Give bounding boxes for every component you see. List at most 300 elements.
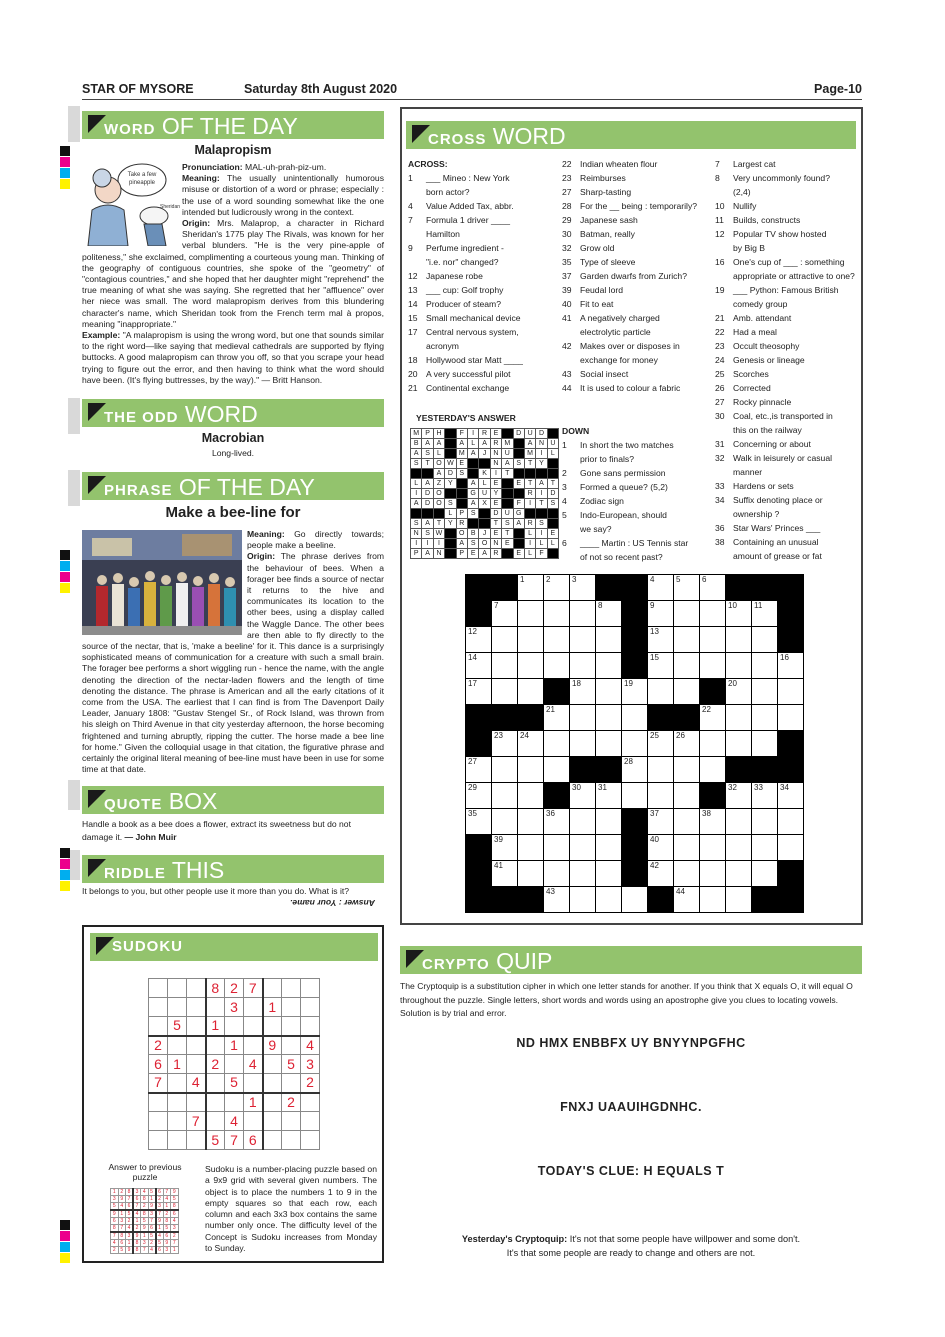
crossword-cell[interactable]: 34 — [778, 783, 804, 809]
clue-line — [408, 227, 523, 241]
margin-strip — [68, 398, 80, 434]
black-square — [445, 549, 456, 559]
crossword-cell[interactable]: 6 — [700, 575, 726, 601]
sudoku-answer-cell: 3 — [163, 1247, 171, 1254]
sudoku-answer-cell: 1 — [148, 1196, 156, 1203]
crossword-cell[interactable] — [570, 627, 596, 653]
crossword-cell[interactable] — [544, 731, 570, 757]
sudoku-cell[interactable] — [244, 1074, 263, 1093]
answer-cell: E — [502, 539, 513, 549]
sudoku-cell[interactable] — [168, 979, 187, 998]
black-square — [518, 705, 544, 731]
sudoku-cell[interactable] — [206, 1093, 225, 1112]
crossword-cell[interactable] — [622, 783, 648, 809]
crossword-cell[interactable]: 30 — [570, 783, 596, 809]
sudoku-cell[interactable] — [282, 1074, 301, 1093]
sudoku-answer-cell: 7 — [171, 1240, 179, 1247]
yesterday-answer-label: YESTERDAY'S ANSWER — [416, 413, 516, 423]
crossword-cell[interactable] — [544, 757, 570, 783]
crossword-cell[interactable] — [570, 731, 596, 757]
down-clues — [562, 438, 688, 564]
phrase-body: Meaning: Go directly towards; people make a beeline. Origin: The phrase derives from the behaviour of bees. When a forager bee finds a source of nectar it returns to the hive and communicates its location to the other bees, using a display called the Waggle Dance. The other bees are then able to fly directly to the source of the nectar, that is, 'make a beeline' for it. This dance is a surprisingly sophisticated means of communication for a creature with such a small brain. The forager bee performs a short wiggling run - hence the name, with the angle denoting the direction of the nectar-laden flowers and the length of time denoting the distance. The phrase is American and all the early citations of it come from the USA. The earliest that I can find is from The Davenport Daily Leader, January 1808: "Gustav Stengel Sr., of Rock Island, was thrown from his sleigh on Third Avenue in that city yesterday afternoon, the horse becoming frightened and turning abruptly, ripping the cutter. The horse made a bee line for home." Given the colloquial usage in that citation, the figurative phrase and certainly the original literal meaning of bee-line must have been in use for some time at that date. — [82, 529, 385, 775]
crossword-cell[interactable] — [570, 601, 596, 627]
crossword-cell[interactable]: 40 — [648, 835, 674, 861]
sudoku-cell[interactable] — [225, 1055, 244, 1074]
crossword-cell[interactable]: 22 — [700, 705, 726, 731]
crossword-cell[interactable] — [778, 679, 804, 705]
black-square — [752, 575, 778, 601]
crossword-cell[interactable] — [752, 809, 778, 835]
clue-number: 41 — [562, 313, 572, 323]
clue-line — [408, 367, 523, 381]
sudoku-cell[interactable] — [187, 1093, 206, 1112]
clue-line — [562, 339, 697, 353]
margin-strip — [68, 780, 80, 810]
crossword-cell[interactable] — [726, 705, 752, 731]
crossword-cell[interactable] — [570, 887, 596, 913]
clue-line — [715, 269, 855, 283]
sudoku-cell[interactable] — [282, 1017, 301, 1036]
crossword-cell[interactable]: 31 — [596, 783, 622, 809]
crossword-cell[interactable] — [570, 705, 596, 731]
crossword-cell[interactable]: 37 — [648, 809, 674, 835]
sudoku-cell[interactable] — [149, 1131, 168, 1150]
clue-number: 34 — [715, 495, 725, 505]
black-square — [513, 449, 524, 459]
black-square — [502, 549, 513, 559]
sudoku-cell[interactable] — [187, 998, 206, 1017]
crossword-cell[interactable] — [518, 809, 544, 835]
sudoku-answer-cell: 3 — [111, 1196, 119, 1203]
crossword-cell[interactable] — [518, 679, 544, 705]
clue-line — [715, 437, 855, 451]
crossword-cell[interactable]: 4 — [648, 575, 674, 601]
sudoku-answer-cell: 3 — [133, 1189, 141, 1196]
cryptoquip-banner: CRYPTO QUIP — [400, 946, 862, 974]
clue-number: 19 — [715, 285, 725, 295]
crossword-cell[interactable] — [518, 601, 544, 627]
answer-cell: L — [433, 449, 444, 459]
sudoku-cell[interactable] — [225, 1017, 244, 1036]
crossword-cell[interactable]: 38 — [700, 809, 726, 835]
sudoku-cell[interactable] — [206, 1074, 225, 1093]
sudoku-cell[interactable] — [149, 1093, 168, 1112]
answer-cell: Y — [445, 519, 456, 529]
crossword-cell[interactable] — [674, 601, 700, 627]
crossword-cell[interactable]: 36 — [544, 809, 570, 835]
crossword-cell[interactable] — [674, 757, 700, 783]
answer-cell: I — [433, 539, 444, 549]
crossword-cell[interactable] — [674, 627, 700, 653]
clue-line — [408, 213, 523, 227]
crossword-cell[interactable] — [778, 835, 804, 861]
sudoku-answer-cell: 7 — [118, 1225, 126, 1233]
crossword-cell[interactable] — [570, 861, 596, 887]
clue-line — [562, 171, 697, 185]
crossword-cell[interactable] — [518, 835, 544, 861]
clue-text: ___ Mineo : New York — [426, 173, 510, 183]
sudoku-cell[interactable] — [168, 998, 187, 1017]
sudoku-cell[interactable] — [282, 998, 301, 1017]
answer-cell: A — [433, 439, 444, 449]
sudoku-cell[interactable] — [187, 1017, 206, 1036]
crossword-cell[interactable]: 24 — [518, 731, 544, 757]
crossword-cell[interactable]: 9 — [648, 601, 674, 627]
sudoku-cell[interactable] — [206, 1036, 225, 1055]
sudoku-cell[interactable] — [168, 1074, 187, 1093]
clue-line — [408, 269, 523, 283]
sudoku-cell[interactable] — [168, 1112, 187, 1131]
clue-number: 20 — [408, 369, 418, 379]
crossword-cell[interactable] — [596, 887, 622, 913]
crossword-cell[interactable]: 7 — [492, 601, 518, 627]
crossword-cell[interactable] — [700, 757, 726, 783]
sudoku-cell[interactable] — [282, 1112, 301, 1131]
crossword-cell[interactable]: 18 — [570, 679, 596, 705]
sudoku-cell[interactable] — [301, 998, 320, 1017]
clue-line — [715, 325, 855, 339]
clue-number: 5 — [562, 510, 567, 520]
sudoku-answer-cell: 1 — [118, 1210, 126, 1218]
sudoku-cell[interactable] — [282, 979, 301, 998]
clue-line — [715, 493, 855, 507]
sudoku-cell[interactable] — [149, 1017, 168, 1036]
clue-text: manner — [733, 467, 763, 477]
sudoku-cell[interactable] — [263, 979, 282, 998]
crossword-cell[interactable]: 42 — [648, 861, 674, 887]
crossword-cell[interactable] — [544, 835, 570, 861]
clue-text: One's cup of ___ : something — [733, 257, 845, 267]
crossword-cell[interactable] — [492, 653, 518, 679]
sudoku-cell[interactable] — [301, 1112, 320, 1131]
sudoku-cell[interactable] — [244, 1017, 263, 1036]
crossword-cell[interactable] — [648, 679, 674, 705]
crossword-cell[interactable] — [726, 627, 752, 653]
clue-line — [562, 255, 697, 269]
black-square — [502, 429, 513, 439]
crossword-cell[interactable] — [518, 757, 544, 783]
sudoku-cell[interactable] — [282, 1036, 301, 1055]
crossword-cell[interactable]: 35 — [466, 809, 492, 835]
across-heading: ACROSS: — [408, 159, 448, 169]
sudoku-cell[interactable] — [263, 1074, 282, 1093]
crossword-cell[interactable] — [700, 835, 726, 861]
sudoku-cell[interactable] — [244, 1036, 263, 1055]
sudoku-cell[interactable] — [301, 979, 320, 998]
sudoku-cell[interactable] — [263, 1131, 282, 1150]
crossword-cell[interactable] — [752, 861, 778, 887]
clue-line — [562, 494, 688, 508]
clue-line — [408, 339, 523, 353]
crossword-cell[interactable] — [518, 627, 544, 653]
crossword-cell[interactable]: 10 — [726, 601, 752, 627]
answer-cell: A — [411, 449, 422, 459]
answer-cell: I — [524, 499, 535, 509]
crossword-cell[interactable] — [752, 653, 778, 679]
sudoku-cell: 1 — [225, 1036, 244, 1055]
sudoku-cell[interactable] — [187, 1131, 206, 1150]
crossword-cell[interactable]: 21 — [544, 705, 570, 731]
crossword-cell[interactable] — [596, 809, 622, 835]
sudoku-cell: 5 — [168, 1017, 187, 1036]
crossword-cell[interactable] — [726, 835, 752, 861]
yesterday-crossword-grid — [410, 428, 559, 559]
crossword-cell[interactable] — [518, 783, 544, 809]
clue-text: Producer of steam? — [426, 299, 501, 309]
crossword-cell[interactable] — [492, 783, 518, 809]
crossword-cell[interactable] — [596, 653, 622, 679]
crossword-cell[interactable] — [492, 679, 518, 705]
sudoku-cell[interactable] — [225, 1093, 244, 1112]
crossword-cell[interactable]: 33 — [752, 783, 778, 809]
sudoku-cell: 2 — [225, 979, 244, 998]
crossword-cell[interactable] — [492, 809, 518, 835]
crossword-cell[interactable]: 3 — [570, 575, 596, 601]
crossword-cell[interactable] — [648, 757, 674, 783]
black-square — [466, 705, 492, 731]
crossword-cell[interactable] — [596, 835, 622, 861]
clue-text: It is used to colour a fabric — [580, 383, 681, 393]
crossword-cell[interactable] — [778, 809, 804, 835]
crossword-cell[interactable] — [492, 627, 518, 653]
sudoku-cell: 5 — [206, 1131, 225, 1150]
black-square — [502, 499, 513, 509]
word-of-day-title: Malapropism — [194, 143, 272, 157]
crossword-cell[interactable] — [674, 679, 700, 705]
sudoku-cell: 3 — [301, 1055, 320, 1074]
black-square — [596, 575, 622, 601]
issue-date: Saturday 8th August 2020 — [244, 82, 398, 96]
clue-number: 12 — [715, 229, 725, 239]
crossword-cell[interactable] — [622, 705, 648, 731]
crossword-cell[interactable] — [752, 731, 778, 757]
sudoku-cell[interactable] — [168, 1131, 187, 1150]
sudoku-cell[interactable] — [206, 1112, 225, 1131]
sudoku-answer-cell: 4 — [126, 1225, 134, 1233]
answer-cell: N — [433, 549, 444, 559]
crossword-cell[interactable] — [570, 653, 596, 679]
crossword-cell[interactable]: 39 — [492, 835, 518, 861]
crossword-cell[interactable] — [726, 809, 752, 835]
clue-line — [408, 283, 523, 297]
crossword-cell[interactable]: 17 — [466, 679, 492, 705]
crossword-cell[interactable]: 2 — [544, 575, 570, 601]
sudoku-cell[interactable] — [206, 998, 225, 1017]
crossword-cell[interactable] — [674, 653, 700, 679]
crossword-cell[interactable] — [596, 679, 622, 705]
sudoku-answer-cell: 9 — [148, 1203, 156, 1211]
clue-number: 13 — [408, 285, 418, 295]
sudoku-cell[interactable] — [263, 1017, 282, 1036]
crossword-cell[interactable] — [752, 705, 778, 731]
crossword-cell[interactable]: 32 — [726, 783, 752, 809]
crossword-cell[interactable]: 5 — [674, 575, 700, 601]
clue-line — [715, 423, 855, 437]
clue-line — [715, 157, 855, 171]
crossword-cell[interactable] — [596, 627, 622, 653]
crossword-cell[interactable] — [544, 653, 570, 679]
crossword-cell[interactable] — [596, 731, 622, 757]
sudoku-cell: 5 — [225, 1074, 244, 1093]
crossword-cell[interactable] — [596, 705, 622, 731]
clue-number: 39 — [562, 285, 572, 295]
crossword-cell[interactable]: 41 — [492, 861, 518, 887]
clue-text: Amb. attendant — [733, 313, 792, 323]
answer-cell: L — [445, 509, 456, 519]
crossword-cell[interactable]: 25 — [648, 731, 674, 757]
quote-banner: QUOTE BOX — [82, 786, 384, 814]
crossword-cell[interactable]: 14 — [466, 653, 492, 679]
crossword-cell[interactable]: 1 — [518, 575, 544, 601]
crossword-cell[interactable] — [752, 835, 778, 861]
sudoku-answer-cell: 8 — [171, 1203, 179, 1211]
crossword-cell[interactable] — [674, 835, 700, 861]
clue-text: Hardens or sets — [733, 481, 794, 491]
clue-line — [562, 550, 688, 564]
crossword-cell[interactable] — [518, 653, 544, 679]
crossword-cell[interactable] — [752, 627, 778, 653]
sudoku-cell[interactable] — [168, 1036, 187, 1055]
crossword-cell[interactable]: 23 — [492, 731, 518, 757]
sudoku-cell[interactable] — [282, 1131, 301, 1150]
sudoku-answer-cell: 8 — [126, 1189, 134, 1196]
clue-line — [715, 213, 855, 227]
crossword-cell[interactable] — [726, 887, 752, 913]
crossword-cell[interactable]: 44 — [674, 887, 700, 913]
black-square — [622, 627, 648, 653]
crossword-cell[interactable]: 12 — [466, 627, 492, 653]
black-square — [544, 783, 570, 809]
clue-text: Hamilton — [426, 229, 460, 239]
crossword-cell[interactable]: 27 — [466, 757, 492, 783]
crossword-cell[interactable]: 8 — [596, 601, 622, 627]
answer-cell: R — [490, 439, 501, 449]
crossword-cell[interactable] — [544, 627, 570, 653]
sudoku-cell[interactable] — [149, 998, 168, 1017]
riddle-banner: RIDDLE THIS — [82, 855, 384, 883]
clue-text: appropriate or attractive to one? — [733, 271, 855, 281]
sudoku-answer-cell: 2 — [156, 1196, 164, 1203]
sudoku-cell: 6 — [244, 1131, 263, 1150]
crossword-cell[interactable] — [700, 601, 726, 627]
answer-cell: Z — [433, 479, 444, 489]
crossword-cell[interactable] — [726, 861, 752, 887]
answer-cell: P — [456, 509, 467, 519]
clue-number: 2 — [562, 468, 567, 478]
crossword-cell[interactable] — [544, 601, 570, 627]
sudoku-cell[interactable] — [301, 1093, 320, 1112]
clue-line — [408, 381, 523, 395]
crossword-cell[interactable] — [648, 783, 674, 809]
clue-number: 3 — [562, 482, 567, 492]
black-square — [466, 575, 492, 601]
crossword-cell[interactable]: 16 — [778, 653, 804, 679]
clue-text: Walk in leisurely or casual — [733, 453, 833, 463]
svg-text:Take a few: Take a few — [127, 172, 157, 178]
sudoku-cell[interactable] — [244, 998, 263, 1017]
sudoku-answer-cell: 4 — [148, 1247, 156, 1254]
crossword-cell[interactable] — [700, 861, 726, 887]
crossword-cell[interactable]: 15 — [648, 653, 674, 679]
clue-line — [562, 325, 697, 339]
crossword-cell[interactable] — [700, 887, 726, 913]
crossword-cell[interactable] — [570, 835, 596, 861]
crossword-cell[interactable] — [492, 757, 518, 783]
clue-text: Occult theosophy — [733, 341, 800, 351]
crossword-cell[interactable]: 28 — [622, 757, 648, 783]
sudoku-cell[interactable] — [187, 1036, 206, 1055]
crossword-cell[interactable] — [726, 731, 752, 757]
answer-cell: L — [467, 439, 478, 449]
crossword-cell[interactable] — [674, 861, 700, 887]
clue-number: 21 — [715, 313, 725, 323]
crossword-cell[interactable]: 11 — [752, 601, 778, 627]
crossword-cell[interactable] — [778, 705, 804, 731]
crossword-cell[interactable] — [544, 861, 570, 887]
answer-cell: S — [547, 499, 558, 509]
crossword-cell[interactable] — [700, 627, 726, 653]
crossword-cell[interactable]: 13 — [648, 627, 674, 653]
clue-line — [715, 171, 855, 185]
clue-number: 15 — [408, 313, 418, 323]
crossword-cell[interactable]: 26 — [674, 731, 700, 757]
black-square — [445, 439, 456, 449]
sudoku-cell[interactable] — [187, 1055, 206, 1074]
sudoku-cell: 7 — [244, 979, 263, 998]
crossword-cell[interactable] — [700, 731, 726, 757]
crossword-cell[interactable] — [726, 653, 752, 679]
black-square — [547, 519, 558, 529]
clue-number: 32 — [562, 243, 572, 253]
crossword-cell[interactable] — [570, 809, 596, 835]
sudoku-cell[interactable] — [263, 1093, 282, 1112]
sudoku-cell[interactable] — [301, 1017, 320, 1036]
clue-text: Builds, constructs — [733, 215, 801, 225]
black-square — [547, 469, 558, 479]
sudoku-cell[interactable] — [149, 1112, 168, 1131]
black-square — [622, 575, 648, 601]
clue-number: 18 — [408, 355, 418, 365]
sudoku-cell[interactable] — [301, 1131, 320, 1150]
sudoku-answer-cell: 2 — [126, 1218, 134, 1225]
sudoku-cell[interactable] — [187, 979, 206, 998]
sudoku-cell[interactable] — [263, 1055, 282, 1074]
clue-line — [715, 353, 855, 367]
clue-number: 24 — [715, 355, 725, 365]
crossword-cell[interactable] — [752, 679, 778, 705]
crossword-cell[interactable] — [674, 809, 700, 835]
clue-text: Hollywood star Matt ____ — [426, 355, 523, 365]
crossword-cell[interactable] — [674, 783, 700, 809]
crossword-cell[interactable]: 43 — [544, 887, 570, 913]
sudoku-cell[interactable] — [244, 1112, 263, 1131]
crossword-cell[interactable] — [700, 653, 726, 679]
answer-cell: T — [490, 519, 501, 529]
crossword-cell[interactable] — [518, 861, 544, 887]
sudoku-cell[interactable] — [263, 1112, 282, 1131]
crossword-cell[interactable] — [622, 887, 648, 913]
sudoku-cell[interactable] — [149, 979, 168, 998]
crossword-cell[interactable]: 20 — [726, 679, 752, 705]
sudoku-cell: 7 — [225, 1131, 244, 1150]
crossword-cell[interactable] — [622, 731, 648, 757]
crossword-cell[interactable]: 19 — [622, 679, 648, 705]
answer-cell: A — [422, 519, 433, 529]
sudoku-answer-cell: 2 — [141, 1203, 149, 1211]
crossword-cell[interactable]: 29 — [466, 783, 492, 809]
crossword-cell[interactable] — [596, 861, 622, 887]
sudoku-cell[interactable] — [168, 1093, 187, 1112]
